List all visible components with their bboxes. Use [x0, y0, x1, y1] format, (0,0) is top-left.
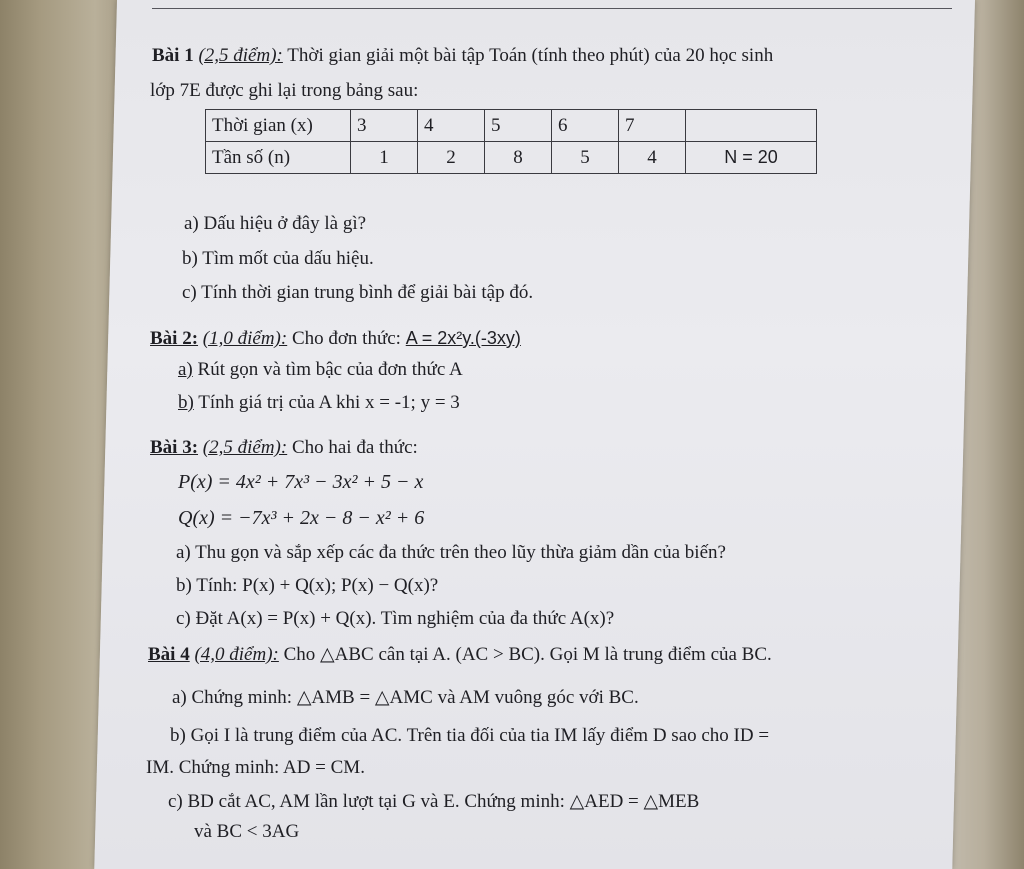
table-cell: 6 [552, 110, 619, 142]
bai2-line [150, 326, 521, 351]
bai4-question-b-line1: b) Gọi I là trung điểm của AC. Trên tia đối của tia IM lấy điểm D sao cho ID = [170, 725, 770, 746]
table-cell: N = 20 [686, 142, 817, 174]
bai1-line2: lớp 7E được ghi lại trong bảng sau: [150, 80, 419, 101]
bai4-question-c-line1: c) BD cắt AC, AM lần lượt tại G và E. Chứng minh: △AED = △MEB [168, 791, 700, 812]
table-row [206, 110, 817, 142]
table-cell [686, 110, 817, 142]
bai2-a-label: a) [178, 359, 193, 380]
table-cell: 8 [485, 142, 552, 174]
bai3-label: Bài 3: [150, 437, 199, 458]
bai3-question-a: a) Thu gọn và sắp xếp các đa thức trên theo lũy thừa giảm dần của biến? [176, 542, 726, 563]
table-cell: 7 [619, 110, 686, 142]
bai1-points: (2,5 điểm): [198, 45, 283, 66]
polynomial-p: P(x) = 4x² + 7x³ − 3x² + 5 − x [178, 471, 424, 493]
bai1-question-c: c) Tính thời gian trung bình để giải bài tập đó. [182, 282, 534, 303]
bai1-label: Bài 1 [152, 45, 194, 66]
frequency-table [205, 109, 817, 174]
table-cell: 4 [418, 110, 485, 142]
table-cell: 4 [619, 142, 686, 174]
bai2-formula: A = 2x²y.(-3xy) [405, 328, 521, 348]
table-cell: 5 [485, 110, 552, 142]
bai3-question-c: c) Đặt A(x) = P(x) + Q(x). Tìm nghiệm của đa thức A(x)? [176, 608, 615, 629]
bai1-text-1: Thời gian giải một bài tập Toán (tính theo phút) của 20 học sinh [287, 45, 774, 66]
bai2-b-label: b) [178, 392, 194, 413]
bai3-points: (2,5 điểm): [202, 437, 288, 458]
bai4-question-b-line2: IM. Chứng minh: AD = CM. [146, 757, 365, 778]
bai3-intro: Cho hai đa thức: [291, 437, 418, 458]
polynomial-q: Q(x) = −7x³ + 2x − 8 − x² + 6 [178, 507, 425, 529]
table-cell: 5 [552, 142, 619, 174]
bai2-points: (1,0 điểm): [202, 328, 288, 349]
bai2-question-b [178, 391, 460, 415]
table-cell: Tần số (n) [206, 142, 351, 174]
bai4-line [148, 643, 772, 667]
bai1-question-b: b) Tìm mốt của dấu hiệu. [182, 248, 374, 269]
bai4-question-c-line2: và BC < 3AG [194, 821, 300, 842]
table-cell: 3 [351, 110, 418, 142]
bai2-a-text: Rút gọn và tìm bậc của đơn thức A [197, 359, 463, 380]
bai4-question-a: a) Chứng minh: △AMB = △AMC và AM vuông góc với BC. [172, 687, 639, 708]
table-cell: 2 [418, 142, 485, 174]
table-row [206, 142, 817, 174]
bai1-question-a: a) Dấu hiệu ở đây là gì? [184, 213, 367, 234]
bai2-b-text: Tính giá trị của A khi x = -1; y = 3 [198, 392, 460, 413]
bai4-points: (4,0 điểm): [194, 644, 279, 665]
bai2-label: Bài 2: [150, 328, 199, 349]
bai3-question-b: b) Tính: P(x) + Q(x); P(x) − Q(x)? [176, 575, 439, 596]
bai1-line1 [152, 44, 773, 68]
bai3-line [150, 436, 418, 460]
bai4-label: Bài 4 [148, 644, 190, 665]
bai2-question-a [178, 358, 463, 382]
bai4-intro: Cho △ABC cân tại A. (AC > BC). Gọi M là trung điểm của BC. [283, 644, 772, 665]
bai2-intro: Cho đơn thức: [291, 328, 401, 349]
table-cell: Thời gian (x) [206, 110, 351, 142]
table-cell: 1 [351, 142, 418, 174]
